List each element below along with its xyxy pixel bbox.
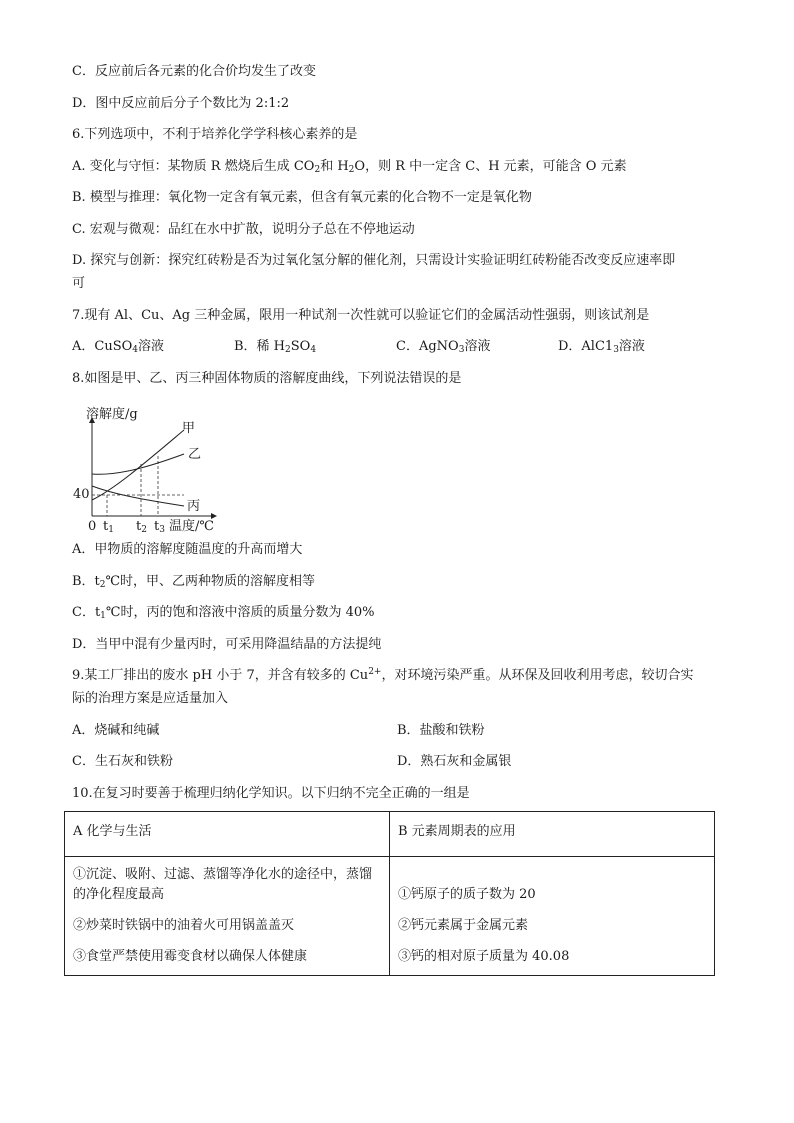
q9-options-row2 (72, 752, 724, 772)
list-item: ③食堂严禁使用霉变食材以确保人体健康 (73, 949, 308, 964)
x-tick-t2: $t_2$ (136, 519, 147, 535)
x-tick-t1: $t_1$ (103, 519, 114, 535)
x-tick-t3: $t_3$ (154, 519, 165, 535)
y-axis-label: 溶解度/g (86, 407, 138, 422)
list-item: ①钙原子的质子数为 20 (398, 887, 536, 902)
q5-option-d: D．图中反应前后分子个数比为 2:1:2 (72, 95, 290, 111)
q9-option-a: A．烧碱和纯碱 (72, 722, 160, 738)
series-yi-curve (92, 454, 184, 474)
q6-option-c: C. 宏观与微观：品红在水中扩散，说明分子总在不停地运动 (72, 221, 415, 237)
q7-options (72, 337, 724, 357)
q7-option-c: C．AgNO$_3$溶液 (396, 339, 491, 355)
list-item: ①沉淀、吸附、过滤、蒸馏等净化水的途径中，蒸馏的净化程度最高 (73, 867, 373, 902)
y-tick-40: 40 (73, 487, 90, 502)
exam-page (72, 62, 724, 976)
q8-option-b: B．$t_2℃$时，甲、乙两种物质的溶解度相等 (72, 573, 316, 590)
q6-option-d: D. 探究与创新：探究红砖粉是否为过氧化氢分解的催化剂，只需设计实验证明红砖粉能否改变反应速率即 (72, 253, 676, 268)
q7-option-b: B．稀 $H_2SO_4$ (234, 339, 317, 355)
q9-stem: 9.某工厂排出的废水 pH 小于 7，并含有较多的 $Cu^{2+}$，对环境污染严重。从环保及回收利用考虑，较切合实 (72, 667, 694, 683)
list-item: ②炒菜时铁锅中的油着火可用锅盖盖灭 (73, 918, 295, 933)
q7-option-d: D．$AlC1_3$溶液 (558, 339, 645, 355)
table-header-b: B 元素周期表的应用 (390, 812, 715, 857)
table-header-a: A 化学与生活 (65, 812, 390, 857)
q6-option-a: A. 变化与守恒：某物质 R 燃烧后生成 $CO_2$和 $H_2O$，则 R 中一定含 C、H 元素，可能含 O 元素 (72, 158, 627, 175)
list-item: ③钙的相对原子质量为 40.08 (398, 949, 570, 964)
solubility-chart (73, 396, 246, 535)
list-item: ②钙元素属于金属元素 (398, 918, 529, 933)
q7-option-a: A．CuSO$_4$溶液 (72, 339, 165, 355)
q8-stem: 8.如图是甲、乙、丙三种固体物质的溶解度曲线，下列说法错误的是 (72, 370, 462, 386)
q7-stem: 7.现有 Al、Cu、Ag 三种金属，限用一种试剂一次性就可以验证它们的金属活动性强弱，则该试剂是 (72, 307, 650, 323)
table-cell-a (65, 857, 390, 976)
q9-option-b: B．盐酸和铁粉 (397, 722, 485, 738)
series-bing-label: 丙 (187, 499, 201, 514)
x-axis-label: 温度/℃ (169, 519, 214, 534)
series-jia-curve (92, 430, 184, 500)
q10-table (64, 811, 715, 976)
q5-option-c: C．反应前后各元素的化合价均发生了改变 (72, 64, 316, 79)
origin-label: 0 (88, 519, 97, 534)
q6-stem: 6.下列选项中，不利于培养化学学科核心素养的是 (72, 127, 358, 142)
q9-option-d: D．熟石灰和金属银 (397, 754, 512, 769)
q10-stem: 10.在复习时要善于梳理归纳化学知识。以下归纳不完全正确的一组是 (72, 785, 470, 801)
q8-option-a: A．甲物质的溶解度随温度的升高而增大 (72, 542, 303, 557)
series-yi-label: 乙 (188, 447, 202, 462)
table-header-row (65, 812, 715, 857)
q6-option-d-cont: 可 (72, 276, 86, 291)
q8-option-c: C．$t_1℃$时，丙的饱和溶液中溶质的质量分数为 40% (72, 605, 375, 621)
series-jia-label: 甲 (182, 421, 196, 436)
series-bing-curve (92, 486, 184, 506)
q9-option-c: C．生石灰和铁粉 (72, 754, 173, 769)
table-body-row (65, 857, 715, 976)
q6-option-b: B. 模型与推理：氧化物一定含有氧元素，但含有氧元素的化合物不一定是氧化物 (72, 190, 532, 205)
table-cell-b (390, 857, 715, 976)
q8-option-d: D．当甲中混有少量丙时，可采用降温结晶的方法提纯 (72, 636, 382, 652)
q9-options-row1 (72, 721, 724, 741)
q9-stem-cont: 际的治理方案是应适量加入 (72, 691, 229, 706)
